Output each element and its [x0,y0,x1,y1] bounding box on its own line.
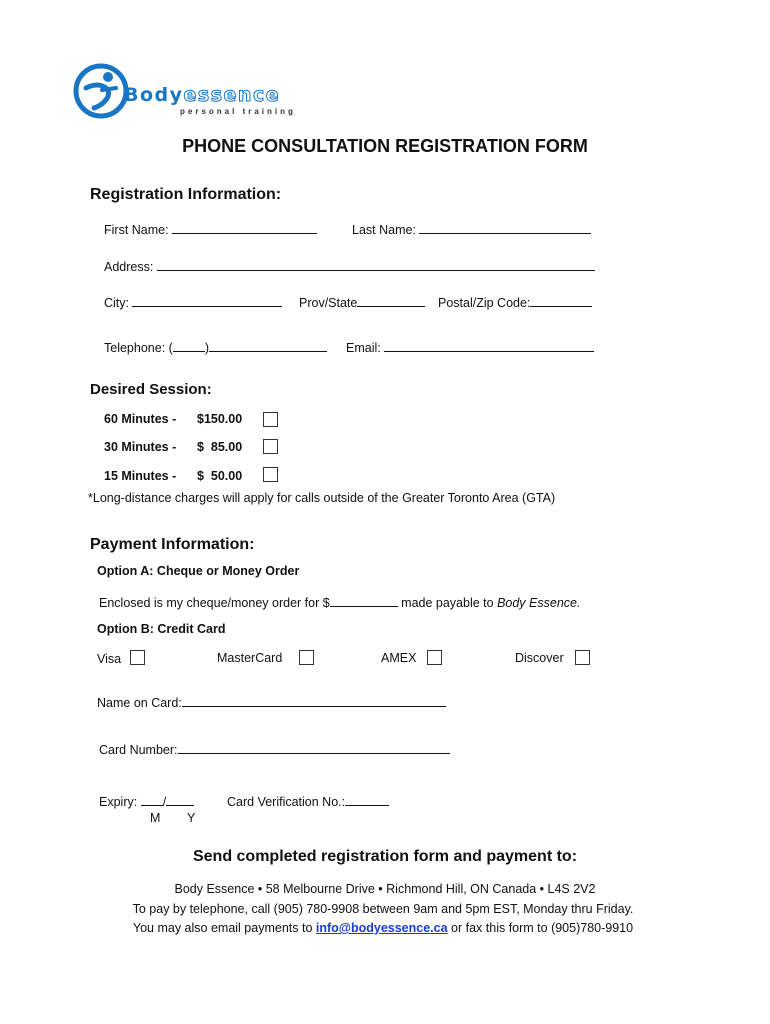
session-heading: Desired Session: [90,381,212,398]
logo [72,62,312,122]
address-label: Address: [104,260,154,274]
expiry-month-line[interactable] [141,793,163,806]
telephone-field[interactable] [104,339,327,355]
option-b-heading: Option B: Credit Card [97,622,226,636]
address-line[interactable] [157,258,595,271]
postal-line[interactable] [530,294,592,307]
card-number-field[interactable] [99,741,450,757]
card-discover-label: Discover [515,651,564,665]
last-name-label: Last Name: [352,223,416,237]
cheque-amount-line[interactable] [330,594,398,607]
first-name-line[interactable] [172,221,317,234]
payable-text: made payable to [401,596,498,610]
payment-heading: Payment Information: [90,536,255,553]
registration-heading: Registration Information: [90,186,282,203]
last-name-field[interactable] [352,221,591,237]
cvn-field[interactable] [227,793,389,809]
address-field[interactable] [104,258,595,274]
expiry-label: Expiry: [99,795,138,809]
cvn-line[interactable] [345,793,389,806]
telephone-label: Telephone: ( [104,341,173,355]
footer-email-row [0,921,766,935]
expiry-year-hint: Y [187,811,196,825]
name-on-card-line[interactable] [182,694,446,707]
logo-brand-part1: Body [124,84,184,106]
payable-to: Body Essence. [497,596,581,610]
email-field[interactable] [346,339,594,355]
session-price: $ 50.00 [197,469,243,483]
session-option-60 [104,412,176,426]
session-label: 60 Minutes - [104,412,177,426]
last-name-line[interactable] [419,221,591,234]
cheque-line-row [99,594,580,610]
prov-line[interactable] [357,294,425,307]
discover-checkbox[interactable] [575,650,590,665]
first-name-field[interactable] [104,221,317,237]
first-name-label: First Name: [104,223,169,237]
area-code-line[interactable] [173,339,205,352]
session-30-checkbox[interactable] [263,439,278,454]
mastercard-checkbox[interactable] [299,650,314,665]
email-label: Email: [346,341,381,355]
city-label: City: [104,296,129,310]
session-60-checkbox[interactable] [263,412,278,427]
option-a-heading: Option A: Cheque or Money Order [97,564,300,578]
postal-field[interactable] [438,294,592,310]
footer-email-prefix: You may also email payments to [132,921,316,935]
card-amex-label: AMEX [381,651,417,665]
expiry-separator: / [162,795,167,809]
footer-heading: Send completed registration form and payment to: [192,848,578,865]
session-label: 30 Minutes - [104,440,177,454]
logo-figure-icon [72,62,130,120]
telephone-line[interactable] [209,339,327,352]
card-visa-label: Visa [97,652,122,666]
footer-address: Body Essence • 58 Melbourne Drive • Richmond Hill, ON Canada • L4S 2V2 [174,882,596,896]
amex-checkbox[interactable] [427,650,442,665]
logo-brand-part2: essence [183,84,281,106]
city-field[interactable] [104,294,282,310]
page-title: PHONE CONSULTATION REGISTRATION FORM [182,136,588,156]
session-option-15 [104,469,176,483]
footer-email-suffix: or fax this form to (905)780-9910 [447,921,634,935]
session-price: $ 85.00 [197,440,243,454]
prov-field[interactable] [299,294,425,310]
name-on-card-field[interactable] [97,694,446,710]
email-line[interactable] [384,339,594,352]
session-option-30 [104,440,176,454]
cvn-label: Card Verification No.: [227,795,346,809]
expiry-field[interactable] [99,793,194,809]
name-on-card-label: Name on Card: [97,696,182,710]
telephone-close: ) [204,341,209,355]
session-label: 15 Minutes - [104,469,177,483]
expiry-month-hint: M [150,811,161,825]
session-price: $150.00 [197,412,243,426]
card-mastercard-label: MasterCard [217,651,283,665]
session-15-checkbox[interactable] [263,467,278,482]
enclosed-text: Enclosed is my cheque/money order for $ [99,596,330,610]
visa-checkbox[interactable] [130,650,145,665]
card-number-label: Card Number: [99,743,178,757]
city-line[interactable] [132,294,282,307]
footer-phone: To pay by telephone, call (905) 780-9908 between 9am and 5pm EST, Monday thru Friday. [132,902,634,916]
logo-tagline: personal training [180,107,296,116]
footer-email-link[interactable]: info@bodyessence.ca [315,921,448,935]
prov-label: Prov/State [299,296,358,310]
postal-label: Postal/Zip Code: [438,296,531,310]
long-distance-note: *Long-distance charges will apply for calls outside of the Greater Toronto Area (GTA) [88,491,556,505]
expiry-year-line[interactable] [166,793,194,806]
card-number-line[interactable] [178,741,450,754]
